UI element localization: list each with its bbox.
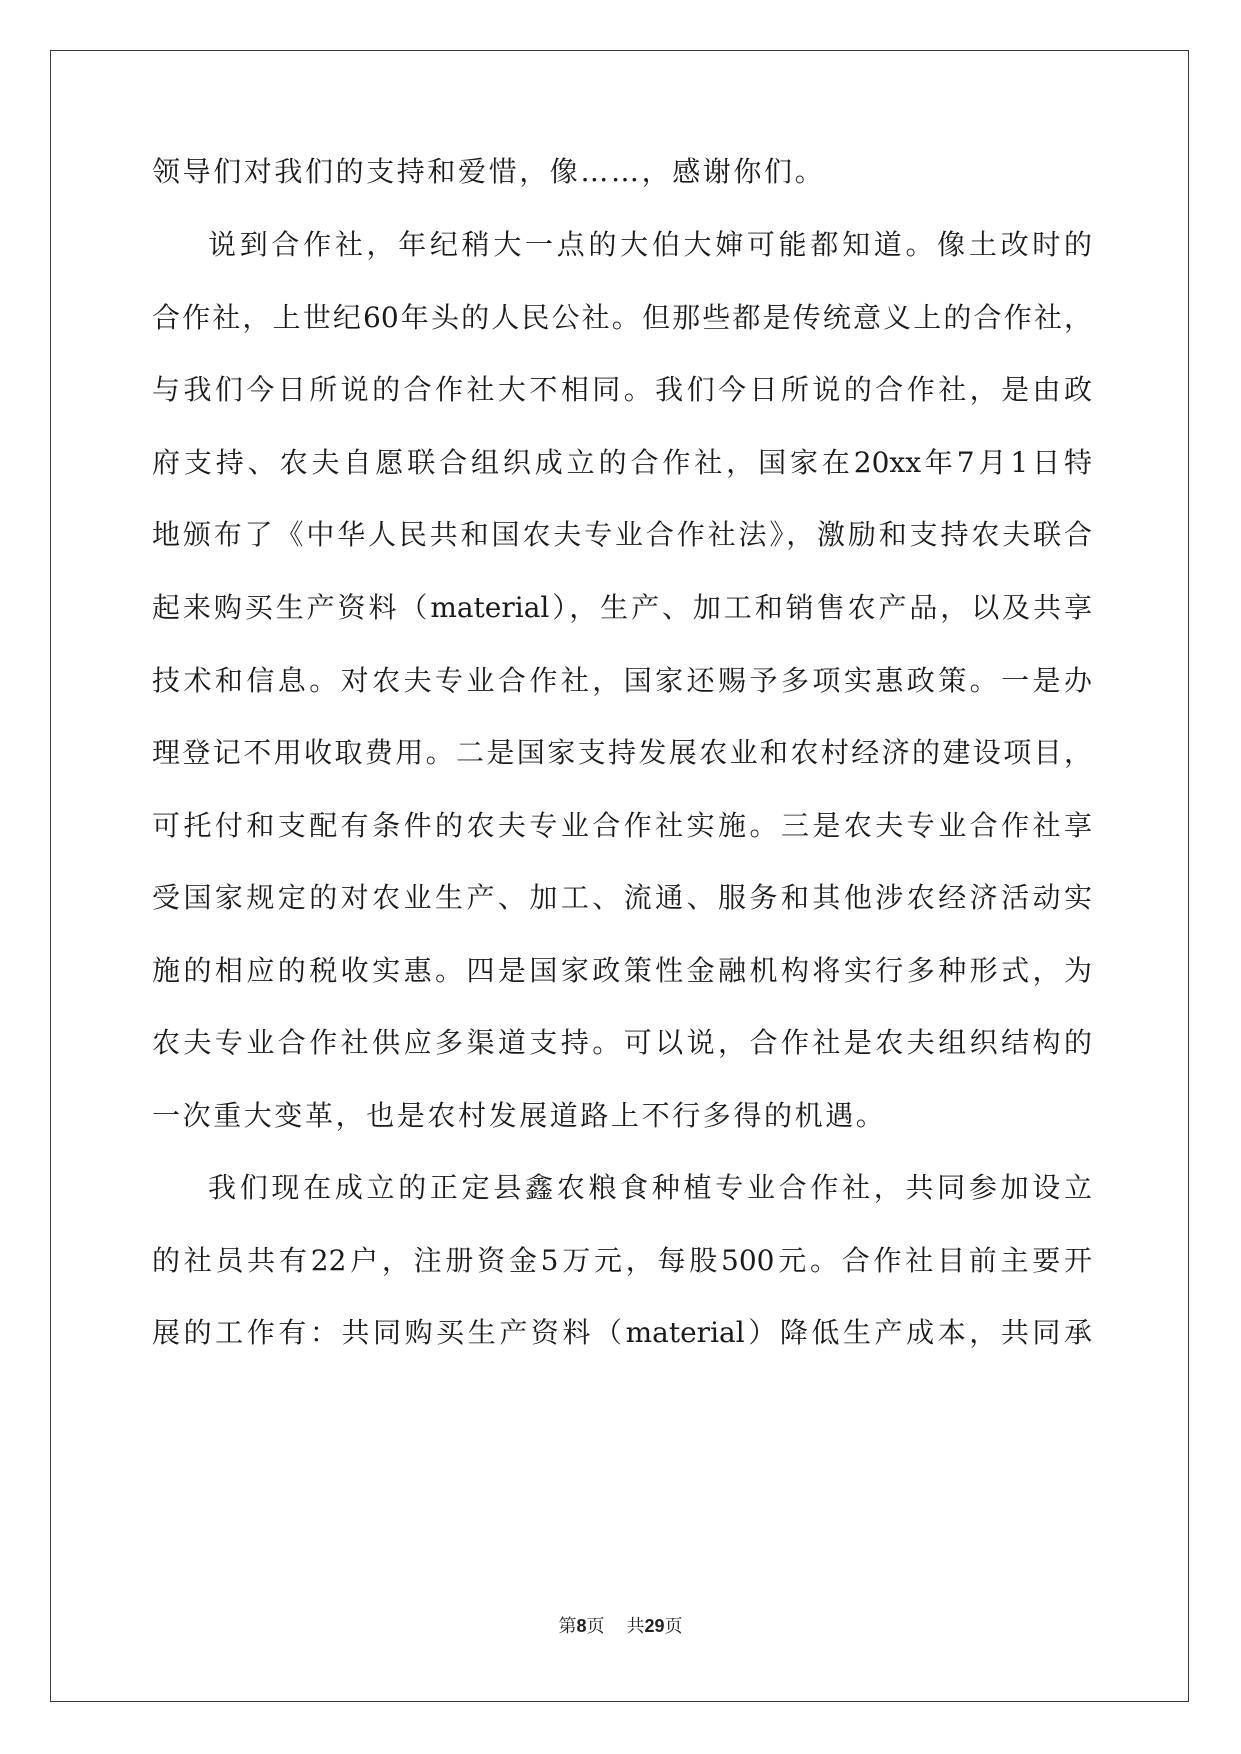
text-line: 理登记不用收取费用。二是国家支持发展农业和农村经济的建设项目， (152, 736, 1092, 769)
text-line: 可托付和支配有条件的农夫专业合作社实施。三是农夫专业合作社享 (152, 809, 1092, 842)
text-line: 的社员共有22户，注册资金5万元，每股500元。合作社目前主要开 (152, 1244, 1092, 1277)
total-prefix: 共 (626, 1616, 645, 1637)
text-line: 与我们今日所说的合作社大不相同。我们今日所说的合作社，是由政 (152, 373, 1092, 406)
text-line: 技术和信息。对农夫专业合作社，国家还赐予多项实惠政策。一是办 (152, 664, 1092, 697)
paragraph-first-line: 说到合作社，年纪稍大一点的大伯大婶可能都知道。像土改时的 (208, 228, 1092, 261)
page-prefix: 第 (558, 1616, 577, 1637)
text-line: 地颁布了《中华人民共和国农夫专业合作社法》，激励和支持农夫联合 (152, 518, 1092, 551)
text-line: 施的相应的税收实惠。四是国家政策性金融机构将实行多种形式，为 (152, 954, 1092, 987)
page-suffix: 页 (586, 1616, 605, 1637)
text-line: 府支持、农夫自愿联合组织成立的合作社，国家在20xx年7月1日特 (152, 446, 1092, 479)
paragraph-first-line: 我们现在成立的正定县鑫农粮食种植专业合作社，共同参加设立 (208, 1171, 1092, 1204)
text-line: 一次重大变革，也是农村发展道路上不行多得的机遇。 (152, 1099, 887, 1132)
page-footer (0, 1614, 1241, 1639)
text-line: 起来购买生产资料（material），生产、加工和销售农产品，以及共享 (152, 591, 1092, 624)
page-number: 8 (576, 1616, 587, 1636)
text-line: 合作社，上世纪60年头的人民公社。但那些都是传统意义上的合作社， (152, 301, 1092, 334)
total-suffix: 页 (664, 1616, 683, 1637)
text-line: 领导们对我们的支持和爱惜，像……，感谢你们。 (152, 155, 826, 188)
text-line: 农夫专业合作社供应多渠道支持。可以说，合作社是农夫组织结构的 (152, 1026, 1092, 1059)
total-pages: 29 (644, 1616, 665, 1636)
text-line: 展的工作有：共同购买生产资料（material）降低生产成本，共同承 (152, 1316, 1092, 1349)
text-line: 受国家规定的对农业生产、加工、流通、服务和其他涉农经济活动实 (152, 881, 1092, 914)
